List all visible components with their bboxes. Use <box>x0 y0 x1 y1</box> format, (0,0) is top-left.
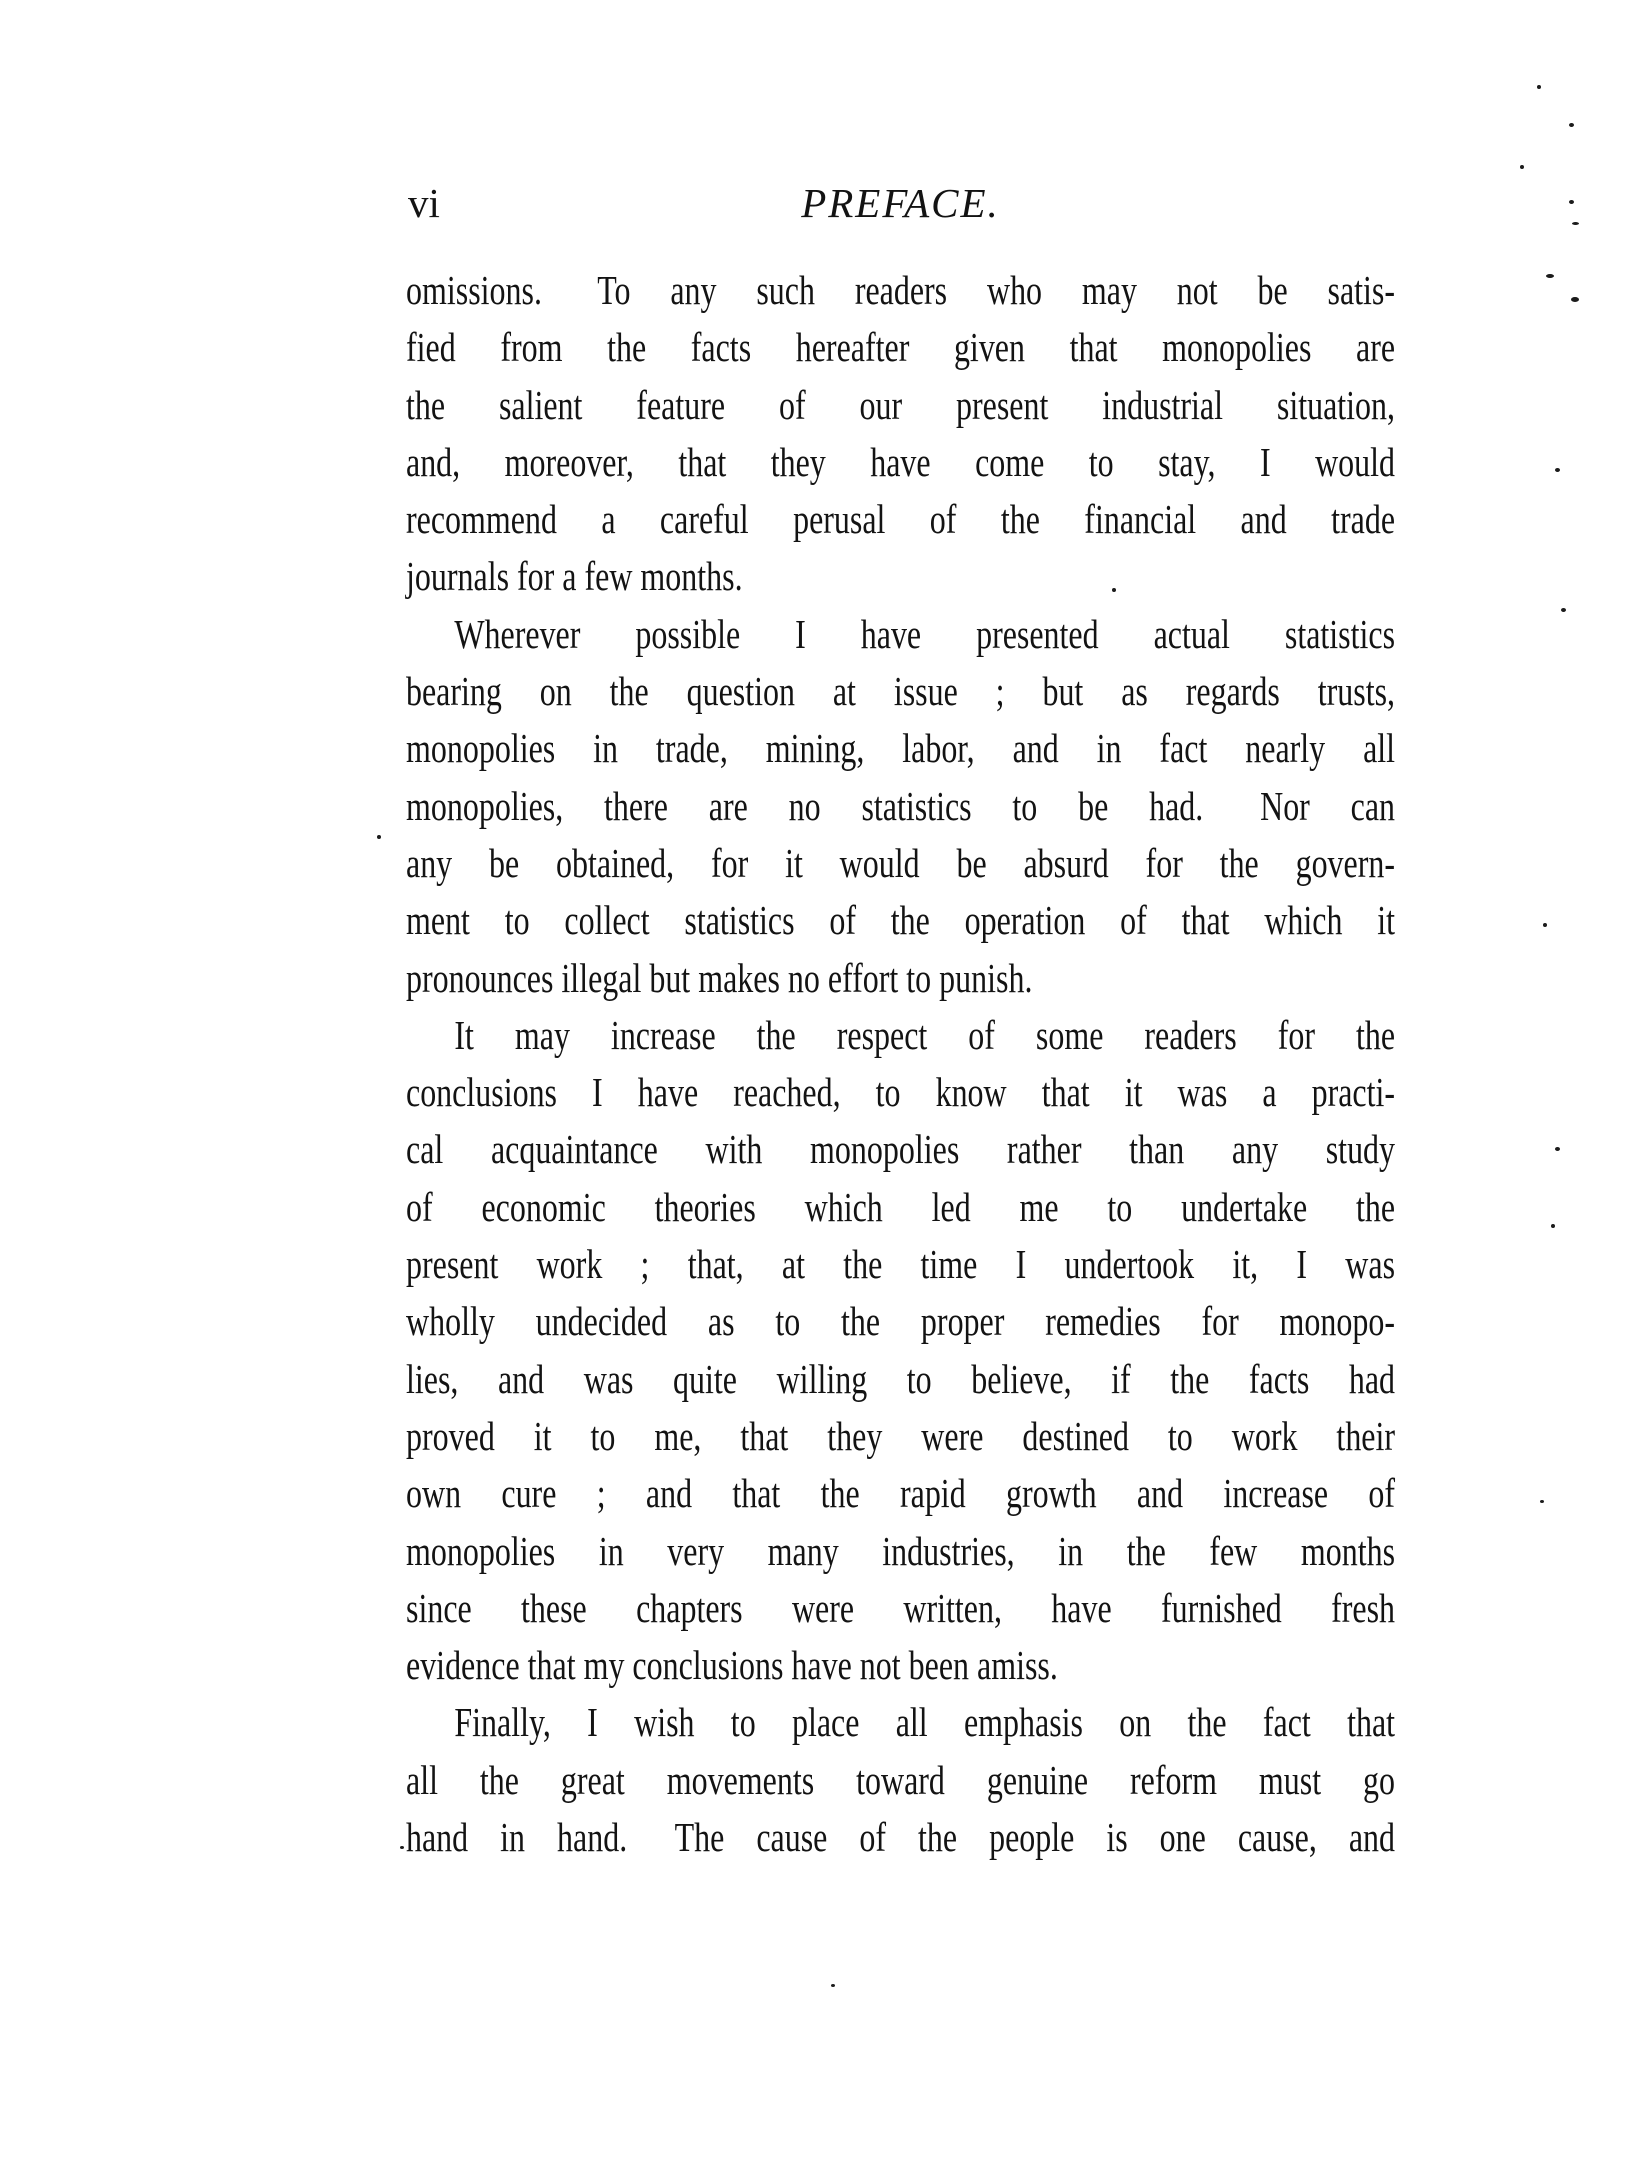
text-line: proved it to me, that they were destined to work their <box>406 1412 1396 1459</box>
text-line: journals for a few months. <box>406 553 743 600</box>
text-line: omissions. To any such readers who may not be satis- <box>406 267 1396 313</box>
ink-speck <box>1571 297 1579 302</box>
page-header-title: PREFACE. <box>801 180 1000 226</box>
text-line: all the great movements toward genuine reform must go <box>406 1756 1396 1803</box>
text-line: present work ; that, at the time I undertook it, I was <box>406 1241 1396 1288</box>
text-line: monopolies in trade, mining, labor, and in fact nearly all <box>406 725 1396 772</box>
text-line: Wherever possible I have presented actual statistics <box>454 610 1396 657</box>
page-header <box>406 181 1395 238</box>
page-number: vi <box>408 180 440 226</box>
text-line: Finally, I wish to place all emphasis on the fact that <box>454 1699 1396 1746</box>
ink-speck <box>1555 1147 1560 1151</box>
page-body <box>406 262 1395 1866</box>
ink-speck <box>831 1984 835 1987</box>
text-line: cal acquaintance with monopolies rather than any study <box>406 1126 1396 1173</box>
ink-speck <box>1569 123 1574 127</box>
text-line: own cure ; and that the rapid growth and increase of <box>406 1470 1396 1517</box>
text-line: since these chapters were written, have furnished fresh <box>406 1584 1396 1631</box>
text-line: monopolies, there are no statistics to be had. Nor can <box>406 782 1396 829</box>
ink-speck <box>1112 588 1116 592</box>
text-line: bearing on the question at issue ; but as regards trusts, <box>406 668 1396 715</box>
text-line: It may increase the respect of some readers for the <box>454 1011 1396 1058</box>
ink-speck <box>1543 923 1547 927</box>
text-line: lies, and was quite willing to believe, if the facts had <box>406 1355 1396 1402</box>
ink-speck <box>1555 468 1560 472</box>
text-line: of economic theories which led me to undertake the <box>406 1183 1396 1230</box>
ink-speck <box>400 1846 404 1849</box>
ink-speck <box>1546 274 1554 278</box>
text-line: fied from the facts hereafter given that monopolies are <box>406 324 1396 371</box>
ink-speck <box>1537 85 1541 89</box>
text-line: conclusions I have reached, to know that it was a practi- <box>406 1069 1396 1116</box>
text-line: ment to collect statistics of the operation of that which it <box>406 897 1396 944</box>
text-line: the salient feature of our present industrial situation, <box>406 381 1396 428</box>
text-line: any be obtained, for it would be absurd for the govern- <box>406 839 1396 886</box>
ink-speck <box>1540 1500 1544 1503</box>
ink-speck <box>1561 608 1566 612</box>
text-line: hand in hand. The cause of the people is one cause, and <box>406 1814 1396 1861</box>
ink-speck <box>377 835 381 839</box>
ink-speck <box>1520 165 1524 169</box>
ink-speck <box>1572 222 1579 225</box>
text-line: wholly undecided as to the proper remedies for monopo- <box>406 1298 1396 1345</box>
ink-speck <box>1551 1224 1555 1228</box>
text-line: pronounces illegal but makes no effort to punish. <box>406 954 1033 1001</box>
text-line: and, moreover, that they have come to stay, I would <box>406 438 1396 485</box>
ink-speck <box>1569 200 1574 204</box>
text-line: recommend a careful perusal of the financial and trade <box>406 496 1396 543</box>
text-line: monopolies in very many industries, in the few months <box>406 1527 1396 1574</box>
text-line: evidence that my conclusions have not been amiss. <box>406 1642 1058 1689</box>
